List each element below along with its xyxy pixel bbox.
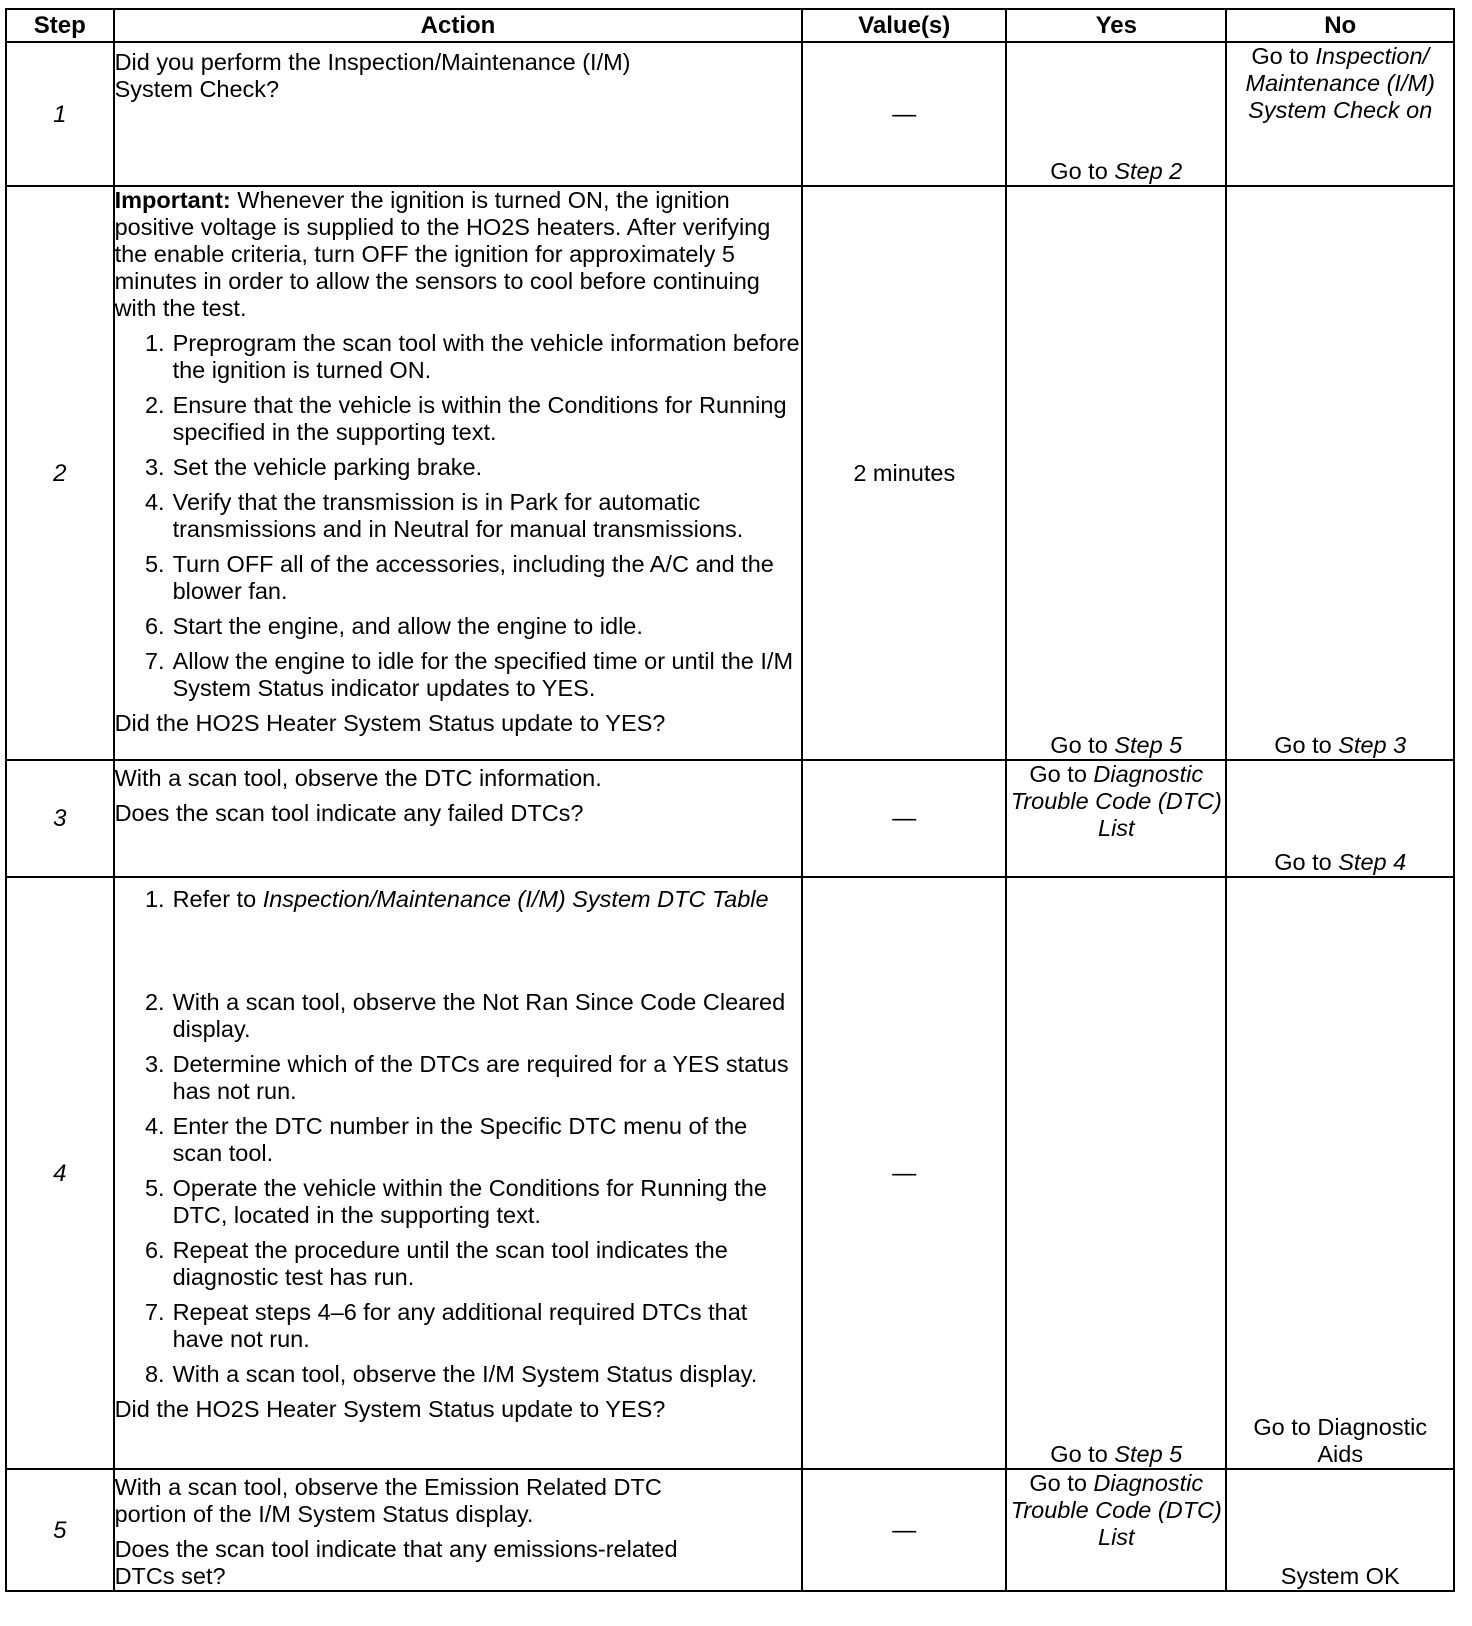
important-text: Whenever the ignition is turned ON, the ignition positive voltage is supplied to the HO2S heaters. After verifying the enable criteria, turn OFF the ignition for approximately 5 minutes in order to allow the sensors to cool before continuing with the test. [114,187,771,321]
action-cell [114,186,803,760]
no-link-step-4[interactable]: Step 4 [1338,849,1407,875]
yes-cell[interactable] [1006,42,1226,186]
table-row-step-3 [6,760,1454,877]
value-dash: — [892,805,917,832]
header-no: No [1226,9,1454,42]
table-header-row [6,9,1454,42]
yes-link-step-5[interactable]: Step 5 [1114,732,1183,758]
action-question: Does the scan tool indicate any failed DTCs? [114,800,584,826]
no-link-diagnostic-aids[interactable]: Go to Diagnostic Aids [1253,1414,1428,1467]
value-dash: — [892,1516,917,1544]
action-instruction: With a scan tool, observe the Emission Related DTC portion of the I/M System Status display. [114,1474,662,1527]
yes-prefix: Go to [1029,761,1094,787]
value-cell [802,877,1006,1469]
yes-link-step-5[interactable]: Step 5 [1114,1441,1183,1467]
important-label: Important: [114,187,231,213]
yes-prefix: Go to [1029,1470,1094,1496]
yes-prefix: Go to [1050,1441,1115,1467]
no-result-text: System OK [1280,1563,1400,1589]
header-action: Action [114,9,803,42]
no-cell[interactable] [1226,760,1454,877]
no-prefix: Go to [1274,732,1339,758]
yes-link-dtc-list[interactable]: Diagnostic Trouble Code (DTC) List [1010,1470,1222,1550]
no-cell[interactable] [1226,42,1454,186]
list-item: 4. Verify that the transmission is in Park for automatic transmissions and in Neutral for manual transmissions. [144,489,744,542]
action-cell [114,877,803,1469]
no-link-im-system-check[interactable]: Inspection/ Maintenance (I/M) System Check on [1245,43,1435,123]
list-item: 5. Turn OFF all of the accessories, including the A/C and the blower fan. [144,551,774,604]
list-item: 7. Repeat steps 4–6 for any additional required DTCs that have not run. [144,1299,748,1352]
list-item: 1. Refer to Inspection/Maintenance (I/M) System DTC Table [144,886,769,912]
no-prefix: Go to [1274,849,1339,875]
no-prefix: Go to [1251,43,1316,69]
table-row-step-5 [6,1469,1454,1591]
im-dtc-table-link[interactable]: Inspection/Maintenance (I/M) System DTC Table [262,886,769,912]
step-number: 4 [6,877,114,1469]
action-cell [114,1469,803,1591]
procedure-list [115,330,802,702]
value-cell [802,42,1006,186]
blank-gap [115,921,802,989]
list-item: 7. Allow the engine to idle for the specified time or until the I/M System Status indicator updates to YES. [144,648,794,701]
no-link-step-3[interactable]: Step 3 [1338,732,1407,758]
table-row-step-1 [6,42,1454,186]
yes-cell[interactable] [1006,760,1226,877]
header-yes: Yes [1006,9,1226,42]
no-cell [1226,1469,1454,1591]
value-cell [802,760,1006,877]
list-item: 2. With a scan tool, observe the Not Ran Since Code Cleared display. [144,989,786,1042]
yes-cell[interactable] [1006,1469,1226,1591]
no-cell[interactable] [1226,877,1454,1469]
value-cell [802,1469,1006,1591]
step-number: 1 [6,42,114,186]
list-item: 3. Set the vehicle parking brake. [144,454,483,480]
table-row-step-4 [6,877,1454,1469]
action-cell [114,760,803,877]
yes-cell[interactable] [1006,877,1226,1469]
table-row-step-2 [6,186,1454,760]
action-question: Did you perform the Inspection/Maintenance (I/M) System Check? [114,49,631,102]
procedure-list [115,886,802,1388]
list-item: 8. With a scan tool, observe the I/M System Status display. [144,1361,758,1387]
important-note [115,187,802,322]
yes-prefix: Go to [1050,732,1115,758]
yes-link-step-2[interactable]: Step 2 [1114,158,1183,184]
yes-cell[interactable] [1006,186,1226,760]
list-item: 2. Ensure that the vehicle is within the Conditions for Running specified in the supporting text. [144,392,787,445]
action-question: Does the scan tool indicate that any emissions-related DTCs set? [114,1536,678,1589]
no-cell[interactable] [1226,186,1454,760]
step-number: 5 [6,1469,114,1591]
action-question: Did the HO2S Heater System Status update to YES? [114,710,666,736]
list-item: 5. Operate the vehicle within the Conditions for Running the DTC, located in the supporting text. [144,1175,767,1228]
action-cell [114,42,803,186]
list-item: 6. Start the engine, and allow the engine to idle. [144,613,643,639]
value-cell [802,186,1006,760]
action-question: Did the HO2S Heater System Status update to YES? [114,1396,666,1422]
yes-link-dtc-list[interactable]: Diagnostic Trouble Code (DTC) List [1010,761,1222,841]
header-step: Step [6,9,114,42]
step-number: 3 [6,760,114,877]
action-instruction: With a scan tool, observe the DTC information. [114,765,602,791]
value-dash: — [892,1159,917,1187]
diagnostic-table [5,8,1455,1592]
value-text: 2 minutes [853,459,956,486]
value-dash: — [892,100,917,128]
yes-prefix: Go to [1050,158,1115,184]
list-item: 3. Determine which of the DTCs are required for a YES status has not run. [144,1051,789,1104]
list-item: 6. Repeat the procedure until the scan tool indicates the diagnostic test has run. [144,1237,728,1290]
header-values: Value(s) [802,9,1006,42]
list-item: 1. Preprogram the scan tool with the vehicle information before the ignition is turned ON. [144,330,800,383]
step-number: 2 [6,186,114,760]
list-item: 4. Enter the DTC number in the Specific DTC menu of the scan tool. [144,1113,748,1166]
